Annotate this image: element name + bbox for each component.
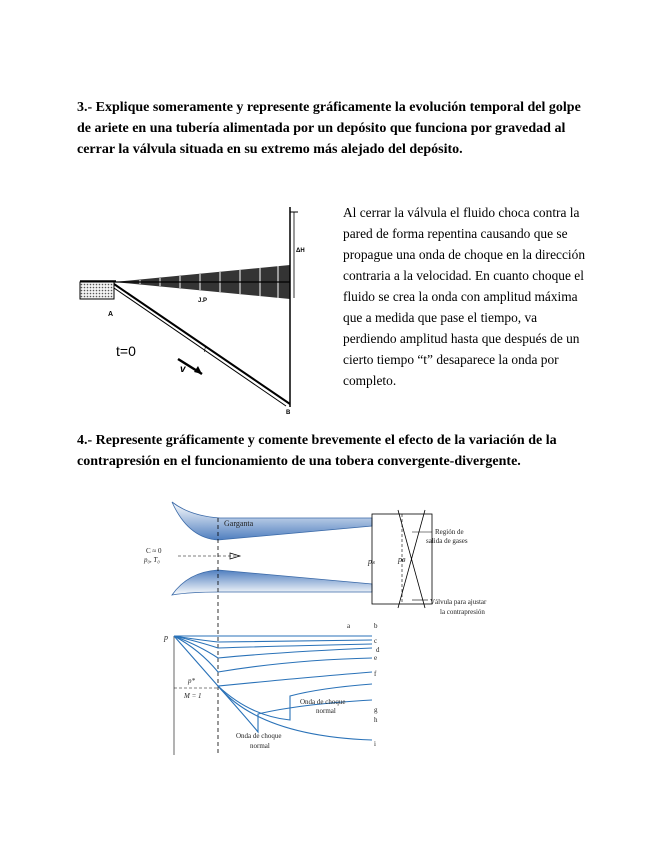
curve-letter-a: a xyxy=(347,622,351,630)
shock-top-label-1: Onda de choque xyxy=(300,698,346,706)
valve-label-2: la contrapresión xyxy=(440,608,485,616)
back-pressure-label: pв xyxy=(398,555,406,564)
mach-one-label: M = 1 xyxy=(184,692,202,700)
nozzle-lower-wall xyxy=(172,570,372,595)
nozzle-figure xyxy=(140,500,500,760)
shock-top-label-2: normal xyxy=(316,707,336,715)
curve-d xyxy=(174,636,372,658)
curve-letter-e: e xyxy=(374,654,378,662)
p-star-label: p* xyxy=(188,677,195,685)
nozzle-upper-wall xyxy=(172,502,372,540)
velocity-label: v xyxy=(180,364,186,375)
question-3-explanation: Al cerrar la válvula el fluido choca contra la pared de forma repentina causando que se propague una onda de choque en la dirección contraria a la velocidad. En cuanto choque el fluido se crea la onda con amplitud máxima que a medida que pase el tiempo, va perdiendo amplitud hasta que después de un cierto tiempo “t” desaparece la onda por completo. xyxy=(343,205,586,388)
jp-label: J.P xyxy=(198,298,208,304)
valve-label-1: Válvula para ajustar xyxy=(430,598,487,606)
delta-h-label: ΔH xyxy=(296,248,305,254)
curve-c xyxy=(174,636,372,648)
curve-letter-d: d xyxy=(376,646,380,654)
point-a-label: A xyxy=(108,311,114,318)
point-b-label: B xyxy=(286,410,291,416)
curve-letter-b: b xyxy=(374,622,378,630)
shock-bottom-label-2: normal xyxy=(250,742,270,750)
curve-shock-lower xyxy=(218,686,372,732)
curve-b xyxy=(174,636,372,642)
curve-letter-c: c xyxy=(374,637,378,645)
exit-pressure-label: pₛ xyxy=(368,557,375,566)
p-axis-label: p xyxy=(164,633,168,642)
curve-letter-f: f xyxy=(374,670,377,678)
curve-letter-h: h xyxy=(374,716,378,724)
question-3-heading: 3.- Explique someramente y represente gráficamente la evolución temporal del golpe de ariete en una tubería alimentada por un depósito que funciona por gravedad al cerrar la válvula situada en su extremo más alejado del depósito. xyxy=(77,100,581,157)
question-4-heading: 4.- Represente gráficamente y comente brevemente el efecto de la variación de la contrapresión en el funcionamiento de una tobera convergente-divergente. xyxy=(77,433,557,469)
shock-bottom-label-1: Onda de choque xyxy=(236,732,282,740)
exit-region-label-1: Región de xyxy=(435,528,464,536)
reservoir xyxy=(80,282,114,299)
curve-letter-g: g xyxy=(374,706,378,714)
exit-region-label-2: salida de gases xyxy=(426,537,468,545)
inlet-velocity: C ≈ 0 xyxy=(146,547,162,555)
pipe-length-label: l xyxy=(204,347,206,354)
time-label: t=0 xyxy=(116,343,136,359)
inlet-state: p₀, T₀ xyxy=(144,556,160,564)
throat-label: Garganta xyxy=(224,519,254,528)
curve-letter-i: i xyxy=(374,740,376,748)
water-hammer-figure xyxy=(80,202,305,417)
